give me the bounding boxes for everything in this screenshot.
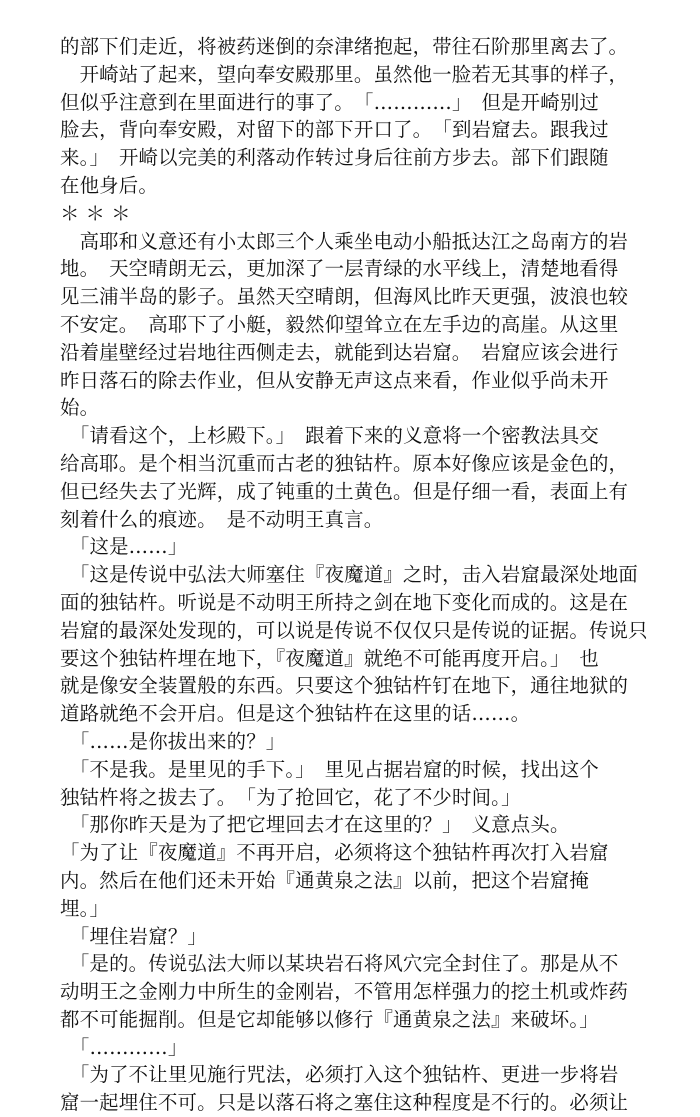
text-line: 地。 天空晴朗无云，更加深了一层青绿的水平线上，清楚地看得 (60, 257, 619, 281)
text-line: 面的独钴杵。听说是不动明王所持之剑在地下变化而成的。这是在 (60, 590, 629, 614)
text-line: 不安定。 高耶下了小艇，毅然仰望耸立在左手边的高崖。从这里 (60, 312, 619, 336)
text-line: 始。 (60, 396, 100, 420)
text-line: 「……是你拔出来的？」 (60, 729, 286, 753)
text-line: 「为了不让里见施行咒法，必须打入这个独钴杵、更进一步将岩 (60, 1063, 619, 1087)
text-line: 「那你昨天是为了把它埋回去才在这里的？」 义意点头。 (60, 813, 570, 837)
text-line: 独钴杵将之拔去了。 「为了抢回它，花了不少时间。」 (60, 785, 521, 809)
text-line: 脸去，背向奉安殿，对留下的部下开口了。 「到岩窟去。跟我过 (60, 118, 609, 142)
text-line: 的部下们走近，将被药迷倒的奈津绪抱起，带往石阶那里离去了。 (60, 35, 629, 58)
text-line: 「是的。传说弘法大师以某块岩石将风穴完全封住了。那是从不 (60, 952, 619, 976)
text-line: 在他身后。 (60, 173, 158, 197)
text-line: 但似乎注意到在里面进行的事了。 「…………」 但是开崎别过 (60, 90, 600, 114)
text-line: 开崎站了起来，望向奉安殿那里。虽然他一脸若无其事的样子， (60, 62, 629, 86)
text-line: 「这是……」 (60, 535, 188, 559)
text-line: 「请看这个，上杉殿下。」 跟着下来的义意将一个密教法具交 (60, 424, 600, 448)
text-line: 「为了让『夜魔道』不再开启，必须将这个独钴杵再次打入岩窟 (60, 841, 609, 865)
text-line: 刻着什么的痕迹。 是不动明王真言。 (60, 507, 384, 531)
text-line: 埋。」 (60, 896, 110, 920)
text-line: 见三浦半岛的影子。虽然天空晴朗，但海风比昨天更强，波浪也较 (60, 285, 629, 309)
text-line: 「…………」 (60, 1035, 188, 1059)
text-line: 昨日落石的除去作业，但从安静无声这点来看，作业似乎尚未开 (60, 368, 609, 392)
section-separator: ＊ ＊ ＊ (60, 201, 131, 225)
text-line: 但已经失去了光辉，成了钝重的土黄色。但是仔细一看，表面上有 (60, 479, 629, 503)
text-line: 来。」 开崎以完美的利落动作转过身后往前方步去。部下们跟随 (60, 146, 609, 170)
text-line: 高耶和义意还有小太郎三个人乘坐电动小船抵达江之岛南方的岩 (60, 229, 629, 253)
text-line: 窟一起埋住不可。只是以落石将之塞住这种程度是不行的。必须让 (60, 1091, 629, 1115)
text-line: 岩窟的最深处发现的，可以说是传说不仅仅只是传说的证据。传说只 (60, 618, 648, 642)
text-line: 道路就绝不会开启。但是这个独钴杵在这里的话……。 (60, 702, 531, 726)
text-line: 就是像安全装置般的东西。只要这个独钴杵钉在地下，通往地狱的 (60, 674, 629, 698)
text-line: 动明王之金刚力中所生的金刚岩，不管用怎样强力的挖土机或炸药 (60, 980, 629, 1004)
text-line: 都不可能掘削。但是它却能够以修行『通黄泉之法』来破坏。」 (60, 1007, 599, 1031)
text-line: 沿着崖壁经过岩地往西侧走去，就能到达岩窟。 岩窟应该会进行 (60, 340, 619, 364)
text-line: 「这是传说中弘法大师塞住『夜魔道』之时，击入岩窟最深处地面 (60, 563, 639, 587)
text-line: 「埋住岩窟？」 (60, 924, 208, 948)
text-line: 「不是我。是里见的手下。」 里见占据岩窟的时候，找出这个 (60, 757, 600, 781)
document-page (60, 33, 648, 1117)
text-line: 要这个独钴杵埋在地下，『夜魔道』就绝不可能再度开启。」 也 (60, 646, 600, 670)
text-line: 给高耶。是个相当沉重而古老的独钴杵。原本好像应该是金色的， (60, 451, 629, 475)
text-line: 内。然后在他们还未开始『通黄泉之法』以前，把这个岩窟掩 (60, 868, 589, 892)
